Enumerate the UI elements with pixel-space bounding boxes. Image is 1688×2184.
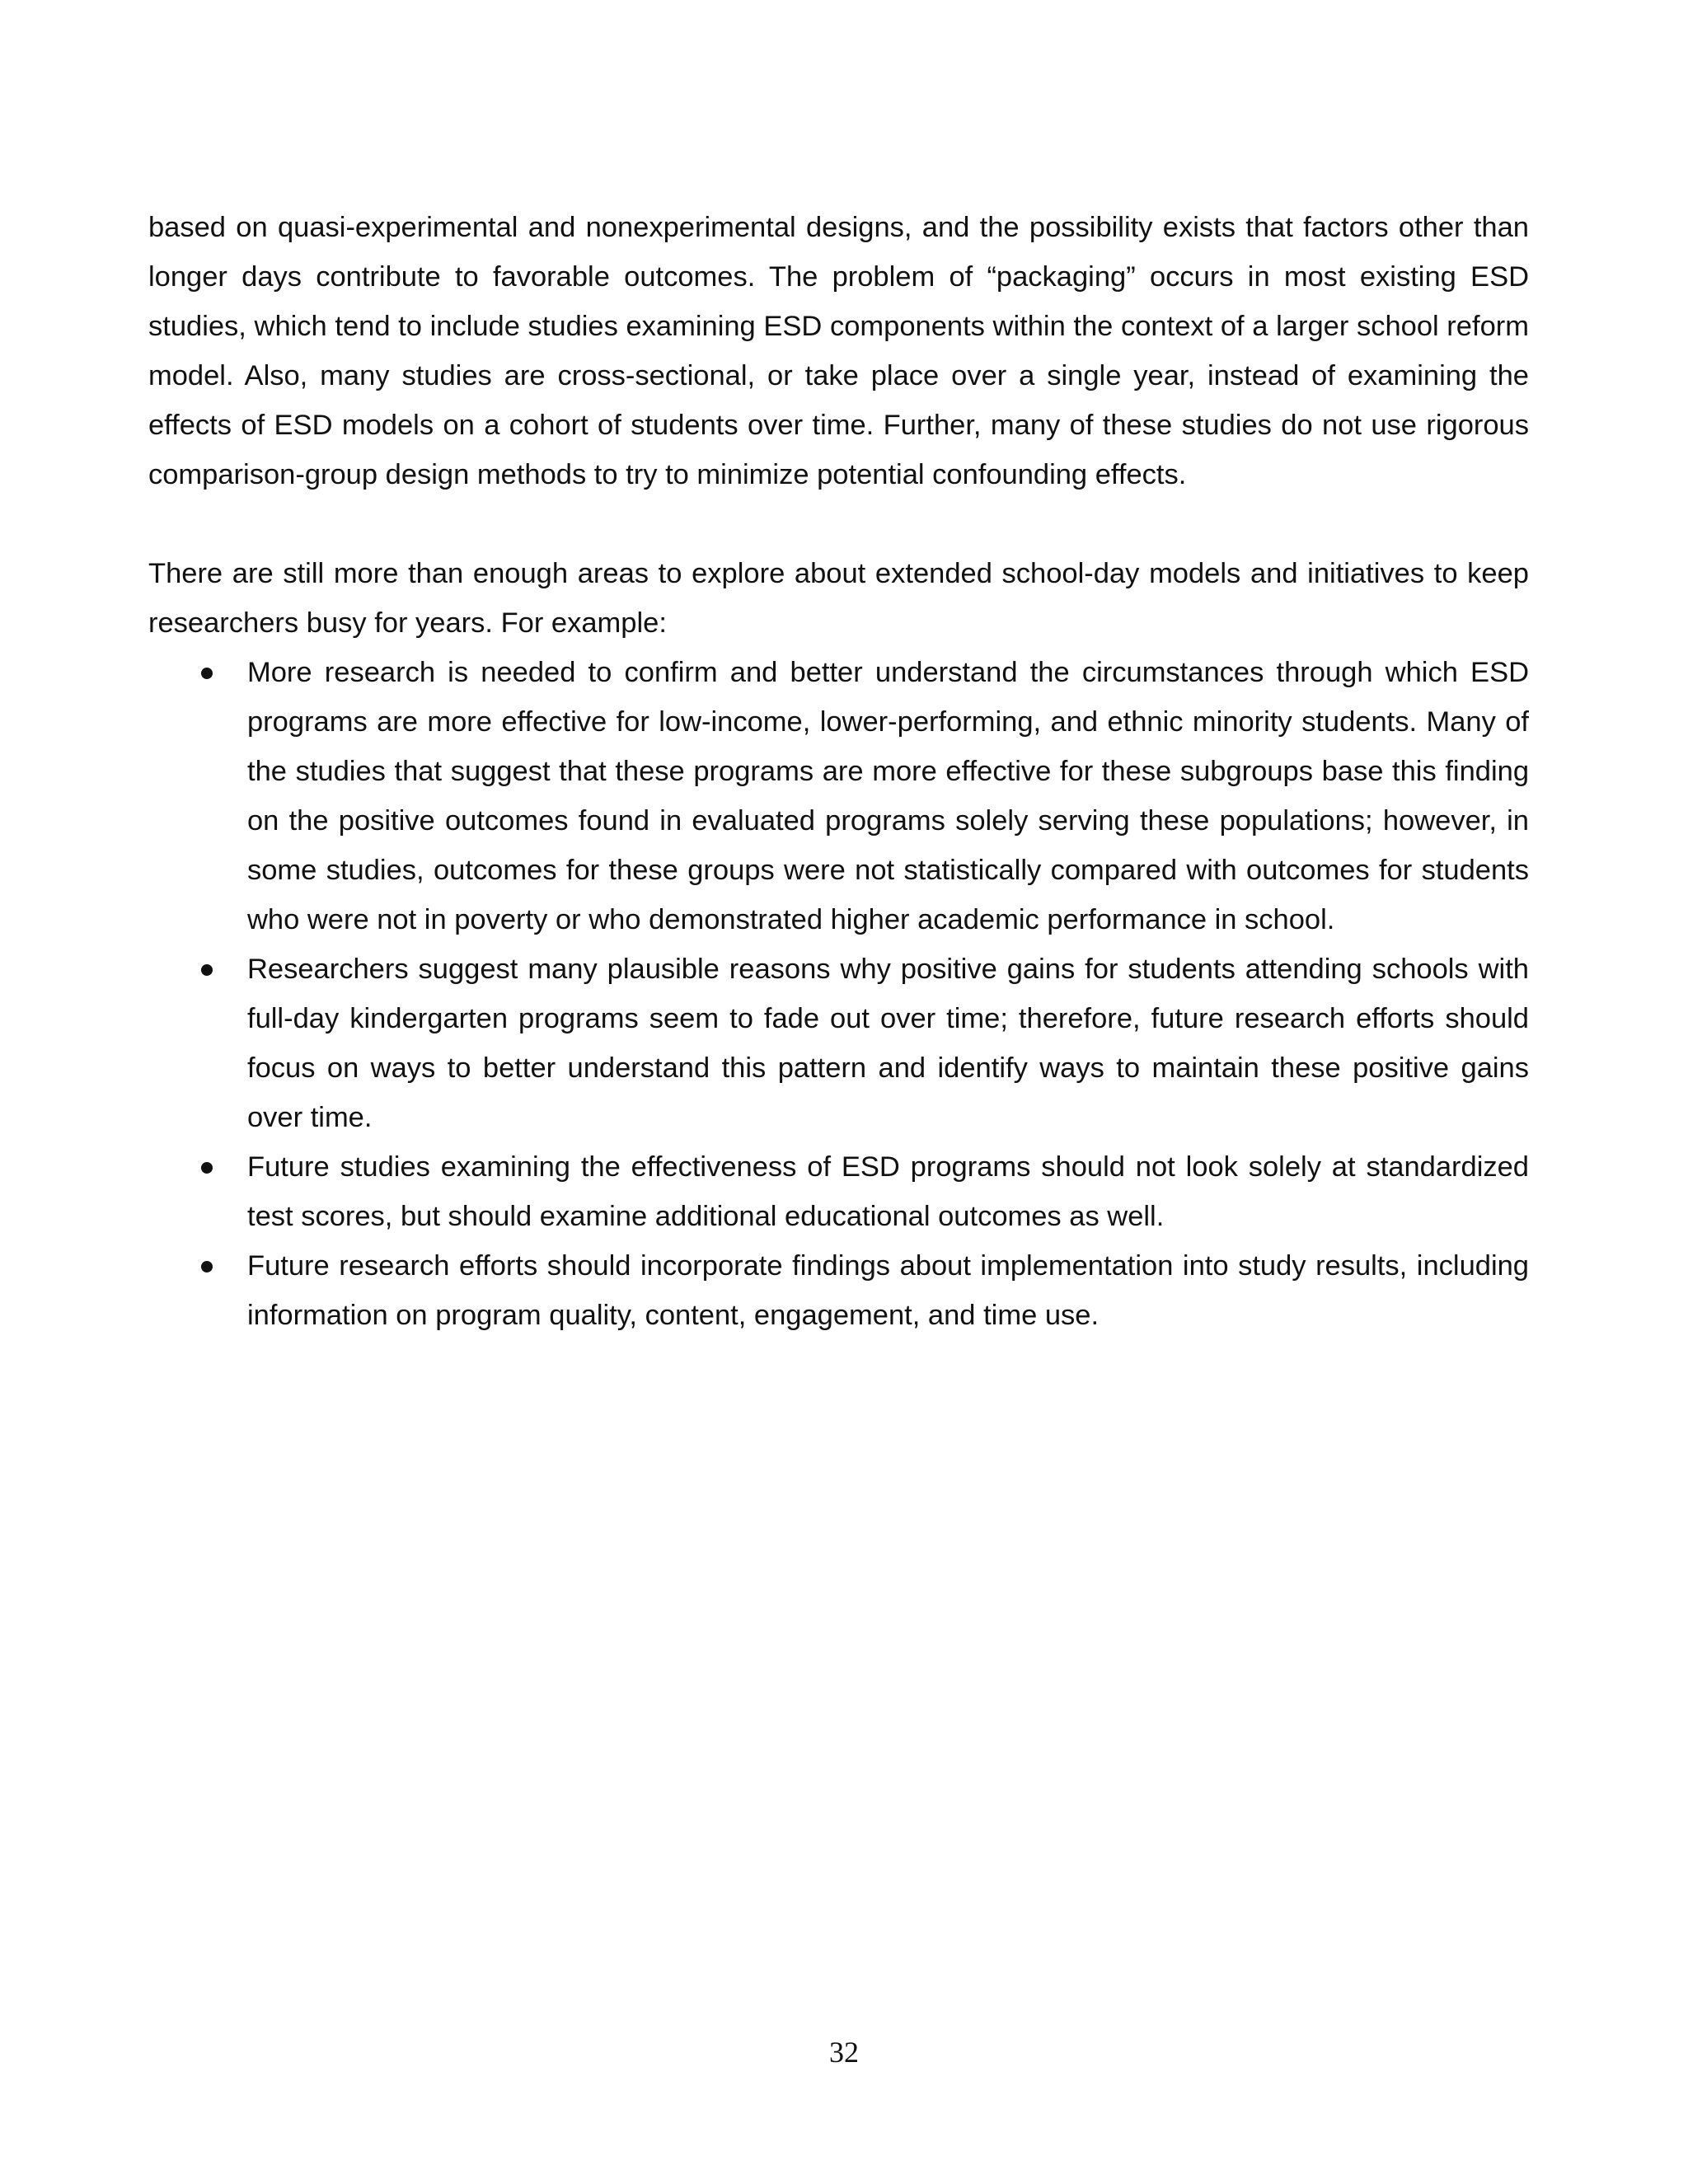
- list-item-text: Future studies examining the effectiveness of ESD programs should not look solely at standardized test scores, but should examine additional educational outcomes as well.: [247, 1151, 1529, 1232]
- list-item-text: Future research efforts should incorporate findings about implementation into study results, including information on program quality, content, engagement, and time use.: [247, 1250, 1529, 1331]
- research-bullet-list: [148, 648, 1529, 1340]
- list-item-text: Researchers suggest many plausible reasons why positive gains for students attending schools with full-day kindergarten programs seem to fade out over time; therefore, future research efforts should focus on ways to better understand this pattern and identify ways to maintain these positive gains over time.: [247, 954, 1529, 1133]
- body-content: [148, 203, 1529, 1340]
- bullet-icon: [201, 1162, 213, 1174]
- paragraph-continued: based on quasi-experimental and nonexperimental designs, and the possibility exists that factors other than longer days contribute to favorable outcomes. The problem of “packaging” occurs in most existing ESD studies, which tend to include studies examining ESD components within the context of a larger school reform model. Also, many studies are cross-sectional, or take place over a single year, instead of examining the effects of ESD models on a cohort of students over time. Further, many of these studies do not use rigorous comparison-group design methods to try to minimize potential confounding effects.: [148, 212, 1529, 490]
- bullet-icon: [201, 668, 213, 679]
- list-item: [148, 944, 1529, 1142]
- bullet-icon: [201, 1261, 213, 1272]
- list-item: [148, 648, 1529, 944]
- page-number: 32: [829, 2036, 859, 2069]
- list-item: [148, 1142, 1529, 1241]
- paragraph-research-areas: There are still more than enough areas to explore about extended school-day models and initiatives to keep researchers busy for years. For example:: [148, 558, 1529, 639]
- list-item: [148, 1241, 1529, 1340]
- list-item-text: More research is needed to confirm and better understand the circumstances through which ESD programs are more effective for low-income, lower-performing, and ethnic minority students. Many of the studies that suggest that these programs are more effective for these subgroups base this finding on the positive outcomes found in evaluated programs solely serving these populations; however, in some studies, outcomes for these groups were not statistically compared with outcomes for students who were not in poverty or who demonstrated higher academic performance in school.: [247, 657, 1529, 935]
- bullet-icon: [201, 964, 213, 976]
